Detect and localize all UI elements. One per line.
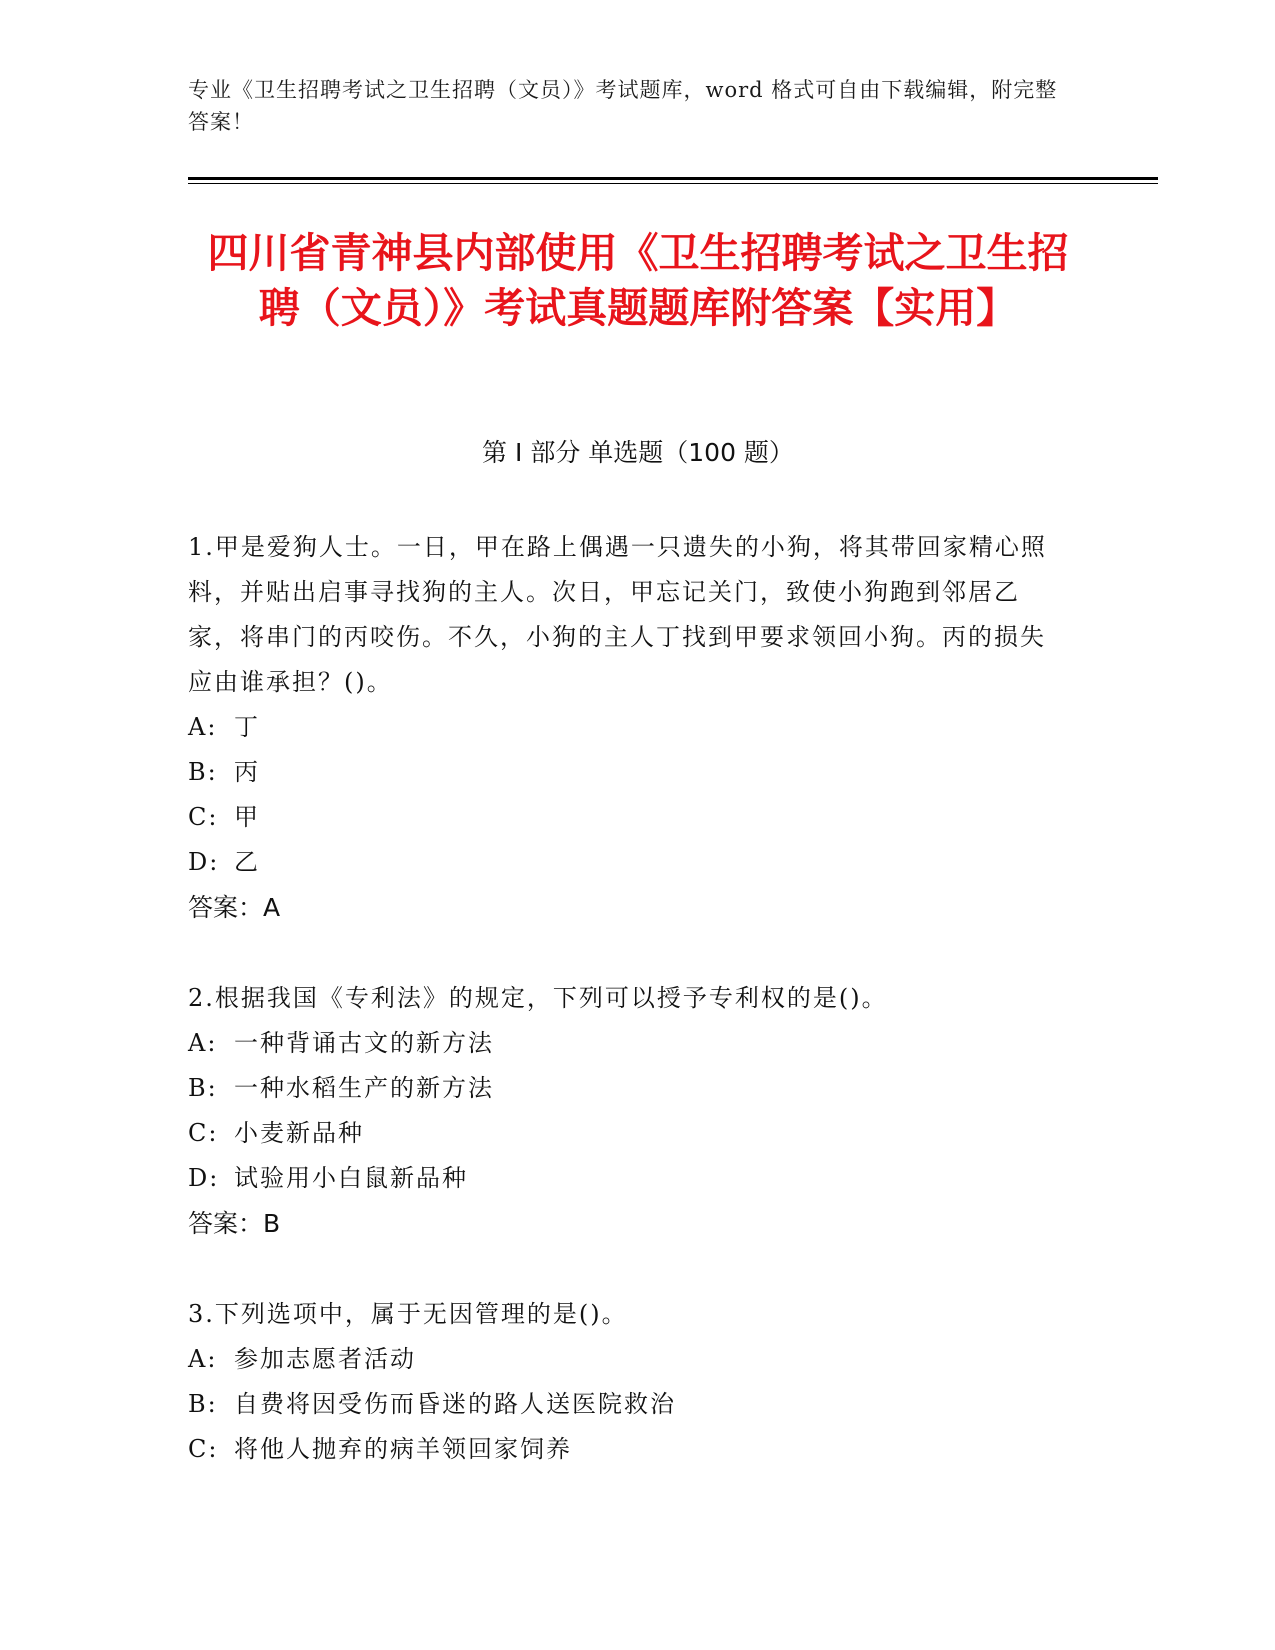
option-a [188,1337,1068,1382]
option-text: 乙 [234,848,260,876]
option-letter: C: [188,803,219,831]
question-stem: 1.甲是爱狗人士。一日，甲在路上偶遇一只遗失的小狗，将其带回家精心照料，并贴出启事寻找狗的主人。次日，甲忘记关门，致使小狗跑到邻居乙家，将串门的丙咬伤。不久，小狗的主人丁找到甲要求领回小狗。丙的损失应由谁承担？()。 [188,533,1047,696]
option-letter: A: [188,713,218,741]
option-text: 参加志愿者活动 [234,1345,416,1373]
option-letter: D: [188,848,220,876]
section-title: 第 I 部分 单选题（100 题） [482,438,794,467]
option-text: 一种水稻生产的新方法 [234,1074,494,1102]
question-2 [188,976,1068,1246]
document-title: 四川省青神县内部使用《卫生招聘考试之卫生招聘（文员）》考试真题题库附答案【实用】 [207,229,1069,332]
option-text: 小麦新品种 [234,1119,364,1147]
option-text: 丁 [234,713,260,741]
option-text: 试验用小白鼠新品种 [234,1164,468,1192]
option-a [188,1021,1068,1066]
question-3 [188,1292,1068,1472]
option-text: 自费将因受伤而昏迷的路人送医院救治 [234,1390,676,1418]
option-letter: A: [188,1345,218,1373]
question-stem: 3.下列选项中，属于无因管理的是()。 [188,1300,628,1328]
question-stem: 2.根据我国《专利法》的规定，下列可以授予专利权的是()。 [188,984,888,1012]
option-b [188,1066,1068,1111]
answer-line: 答案：B [188,1209,281,1238]
option-letter: B: [188,1390,218,1418]
option-text: 甲 [234,803,260,831]
question-list [188,525,1068,1518]
option-a [188,705,1068,750]
answer-line: 答案：A [188,893,281,922]
option-b [188,1382,1068,1427]
option-c [188,795,1068,840]
header-rule-thick [188,177,1158,180]
header-note: 专业《卫生招聘考试之卫生招聘（文员）》考试题库，word 格式可自由下载编辑，附完整答案！ [188,78,1058,134]
option-letter: B: [188,758,218,786]
option-text: 将他人抛弃的病羊领回家饲养 [234,1435,572,1463]
option-letter: C: [188,1119,219,1147]
option-letter: C: [188,1435,219,1463]
option-b [188,750,1068,795]
option-text: 一种背诵古文的新方法 [234,1029,494,1057]
question-1 [188,525,1068,930]
option-letter: B: [188,1074,218,1102]
option-d [188,1156,1068,1201]
header-rule-thin [188,183,1158,184]
option-letter: A: [188,1029,218,1057]
option-text: 丙 [234,758,260,786]
option-c [188,1427,1068,1472]
option-d [188,840,1068,885]
option-letter: D: [188,1164,220,1192]
option-c [188,1111,1068,1156]
